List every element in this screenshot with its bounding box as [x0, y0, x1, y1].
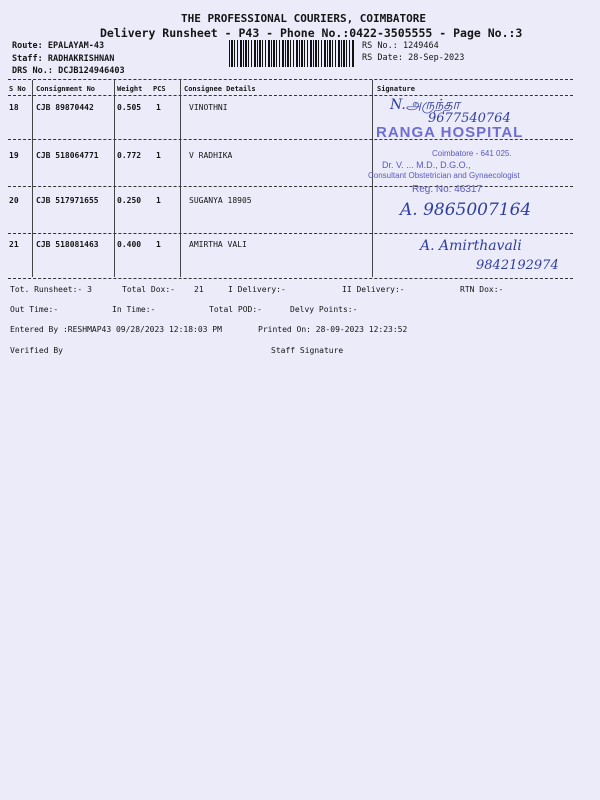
hospital-stamp-title: Consultant Obstetrician and Gynaecologist — [368, 171, 520, 180]
in-time: In Time:- — [112, 305, 156, 314]
col-header-sno: S No — [9, 85, 26, 93]
printed-on: Printed On: 28-09-2023 12:23:52 — [258, 325, 408, 334]
row-consignee: SUGANYA 18905 — [189, 196, 252, 205]
total-dox-value: 21 — [194, 285, 204, 294]
row-rule — [8, 278, 573, 279]
row-consignee: V RADHIKA — [189, 151, 233, 160]
hospital-stamp-address: Coimbatore - 641 025. — [432, 149, 512, 158]
row-consignment-no: CJB 517971655 — [36, 196, 99, 205]
drs-value: DCJB124946403 — [58, 66, 125, 76]
row-weight: 0.772 — [117, 151, 142, 160]
tot-runsheet: Tot. Runsheet:- 3 — [10, 285, 92, 294]
row-pcs: 1 — [156, 151, 161, 160]
column-divider — [32, 80, 33, 277]
col-header-pcs: PCS — [153, 85, 166, 93]
i-delivery: I Delivery:- — [228, 285, 286, 294]
rs-no-label: RS No.: — [362, 41, 398, 51]
row-rule — [8, 186, 573, 187]
barcode-image — [229, 40, 355, 67]
route-label: Route: — [12, 41, 43, 51]
signature-row-20: A. 9865007164 — [400, 200, 532, 220]
col-header-weight: Weight — [117, 85, 143, 93]
runsheet-subtitle: Delivery Runsheet - P43 - Phone No.:0422-3505555 - Page No.:3 — [100, 26, 523, 40]
entered-by: Entered By :RESHMAP43 09/28/2023 12:18:03 PM — [10, 325, 222, 334]
staff-row — [12, 54, 114, 64]
col-header-consignment: Consignment No — [36, 85, 96, 93]
row-sno: 19 — [9, 151, 19, 160]
signature-row-18-phone: 9677540764 — [428, 111, 511, 126]
drs-row — [12, 66, 125, 76]
route-row — [12, 41, 104, 51]
row-sno: 20 — [9, 196, 19, 205]
table-header-rule — [8, 95, 573, 96]
row-sno: 21 — [9, 240, 19, 249]
row-weight: 0.250 — [117, 196, 142, 205]
row-pcs: 1 — [156, 196, 161, 205]
signature-row-18-name: N.அருந்தா — [390, 97, 460, 113]
signature-row-21-name: A. Amirthavali — [420, 238, 522, 254]
row-weight: 0.505 — [117, 103, 142, 112]
row-pcs: 1 — [156, 103, 161, 112]
company-title: THE PROFESSIONAL COURIERS, COIMBATORE — [181, 12, 427, 25]
column-divider — [114, 80, 115, 277]
row-rule — [8, 233, 573, 234]
hospital-stamp-doctor: Dr. V. ... M.D., D.G.O., — [382, 160, 471, 170]
col-header-signature: Signature — [377, 85, 415, 93]
signature-row-21-phone: 9842192974 — [476, 258, 559, 273]
out-time: Out Time:- — [10, 305, 59, 314]
route-value: EPALAYAM-43 — [47, 41, 105, 51]
staff-label: Staff: — [12, 54, 43, 64]
row-pcs: 1 — [156, 240, 161, 249]
row-weight: 0.400 — [117, 240, 142, 249]
rs-no-row — [362, 41, 439, 51]
row-consignment-no: CJB 518064771 — [36, 151, 99, 160]
rtn-dox: RTN Dox:- — [460, 285, 504, 294]
total-pod: Total POD:- — [209, 305, 262, 314]
rs-no-value: 1249464 — [402, 41, 439, 51]
verified-by: Verified By — [10, 346, 63, 355]
rs-date-label: RS Date: — [362, 53, 403, 63]
hospital-stamp-name: RANGA HOSPITAL — [376, 124, 524, 141]
rs-date-row — [362, 53, 464, 63]
total-dox-label: Total Dox:- — [122, 285, 175, 294]
hospital-stamp-reg: Reg. No: 46317 — [412, 184, 483, 195]
staff-value: RADHAKRISHNAN — [47, 54, 115, 64]
row-consignee: AMIRTHA VALI — [189, 240, 247, 249]
row-sno: 18 — [9, 103, 19, 112]
rs-date-value: 28-Sep-2023 — [408, 53, 465, 63]
col-header-consignee: Consignee Details — [184, 85, 256, 93]
delvy-points: Delvy Points:- — [290, 305, 358, 314]
ii-delivery: II Delivery:- — [342, 285, 405, 294]
table-top-rule — [8, 79, 573, 80]
staff-signature: Staff Signature — [271, 346, 344, 355]
row-consignment-no: CJB 518081463 — [36, 240, 99, 249]
drs-label: DRS No.: — [12, 66, 53, 76]
column-divider — [180, 80, 181, 277]
row-consignment-no: CJB 89870442 — [36, 103, 94, 112]
row-consignee: VINOTHNI — [189, 103, 228, 112]
